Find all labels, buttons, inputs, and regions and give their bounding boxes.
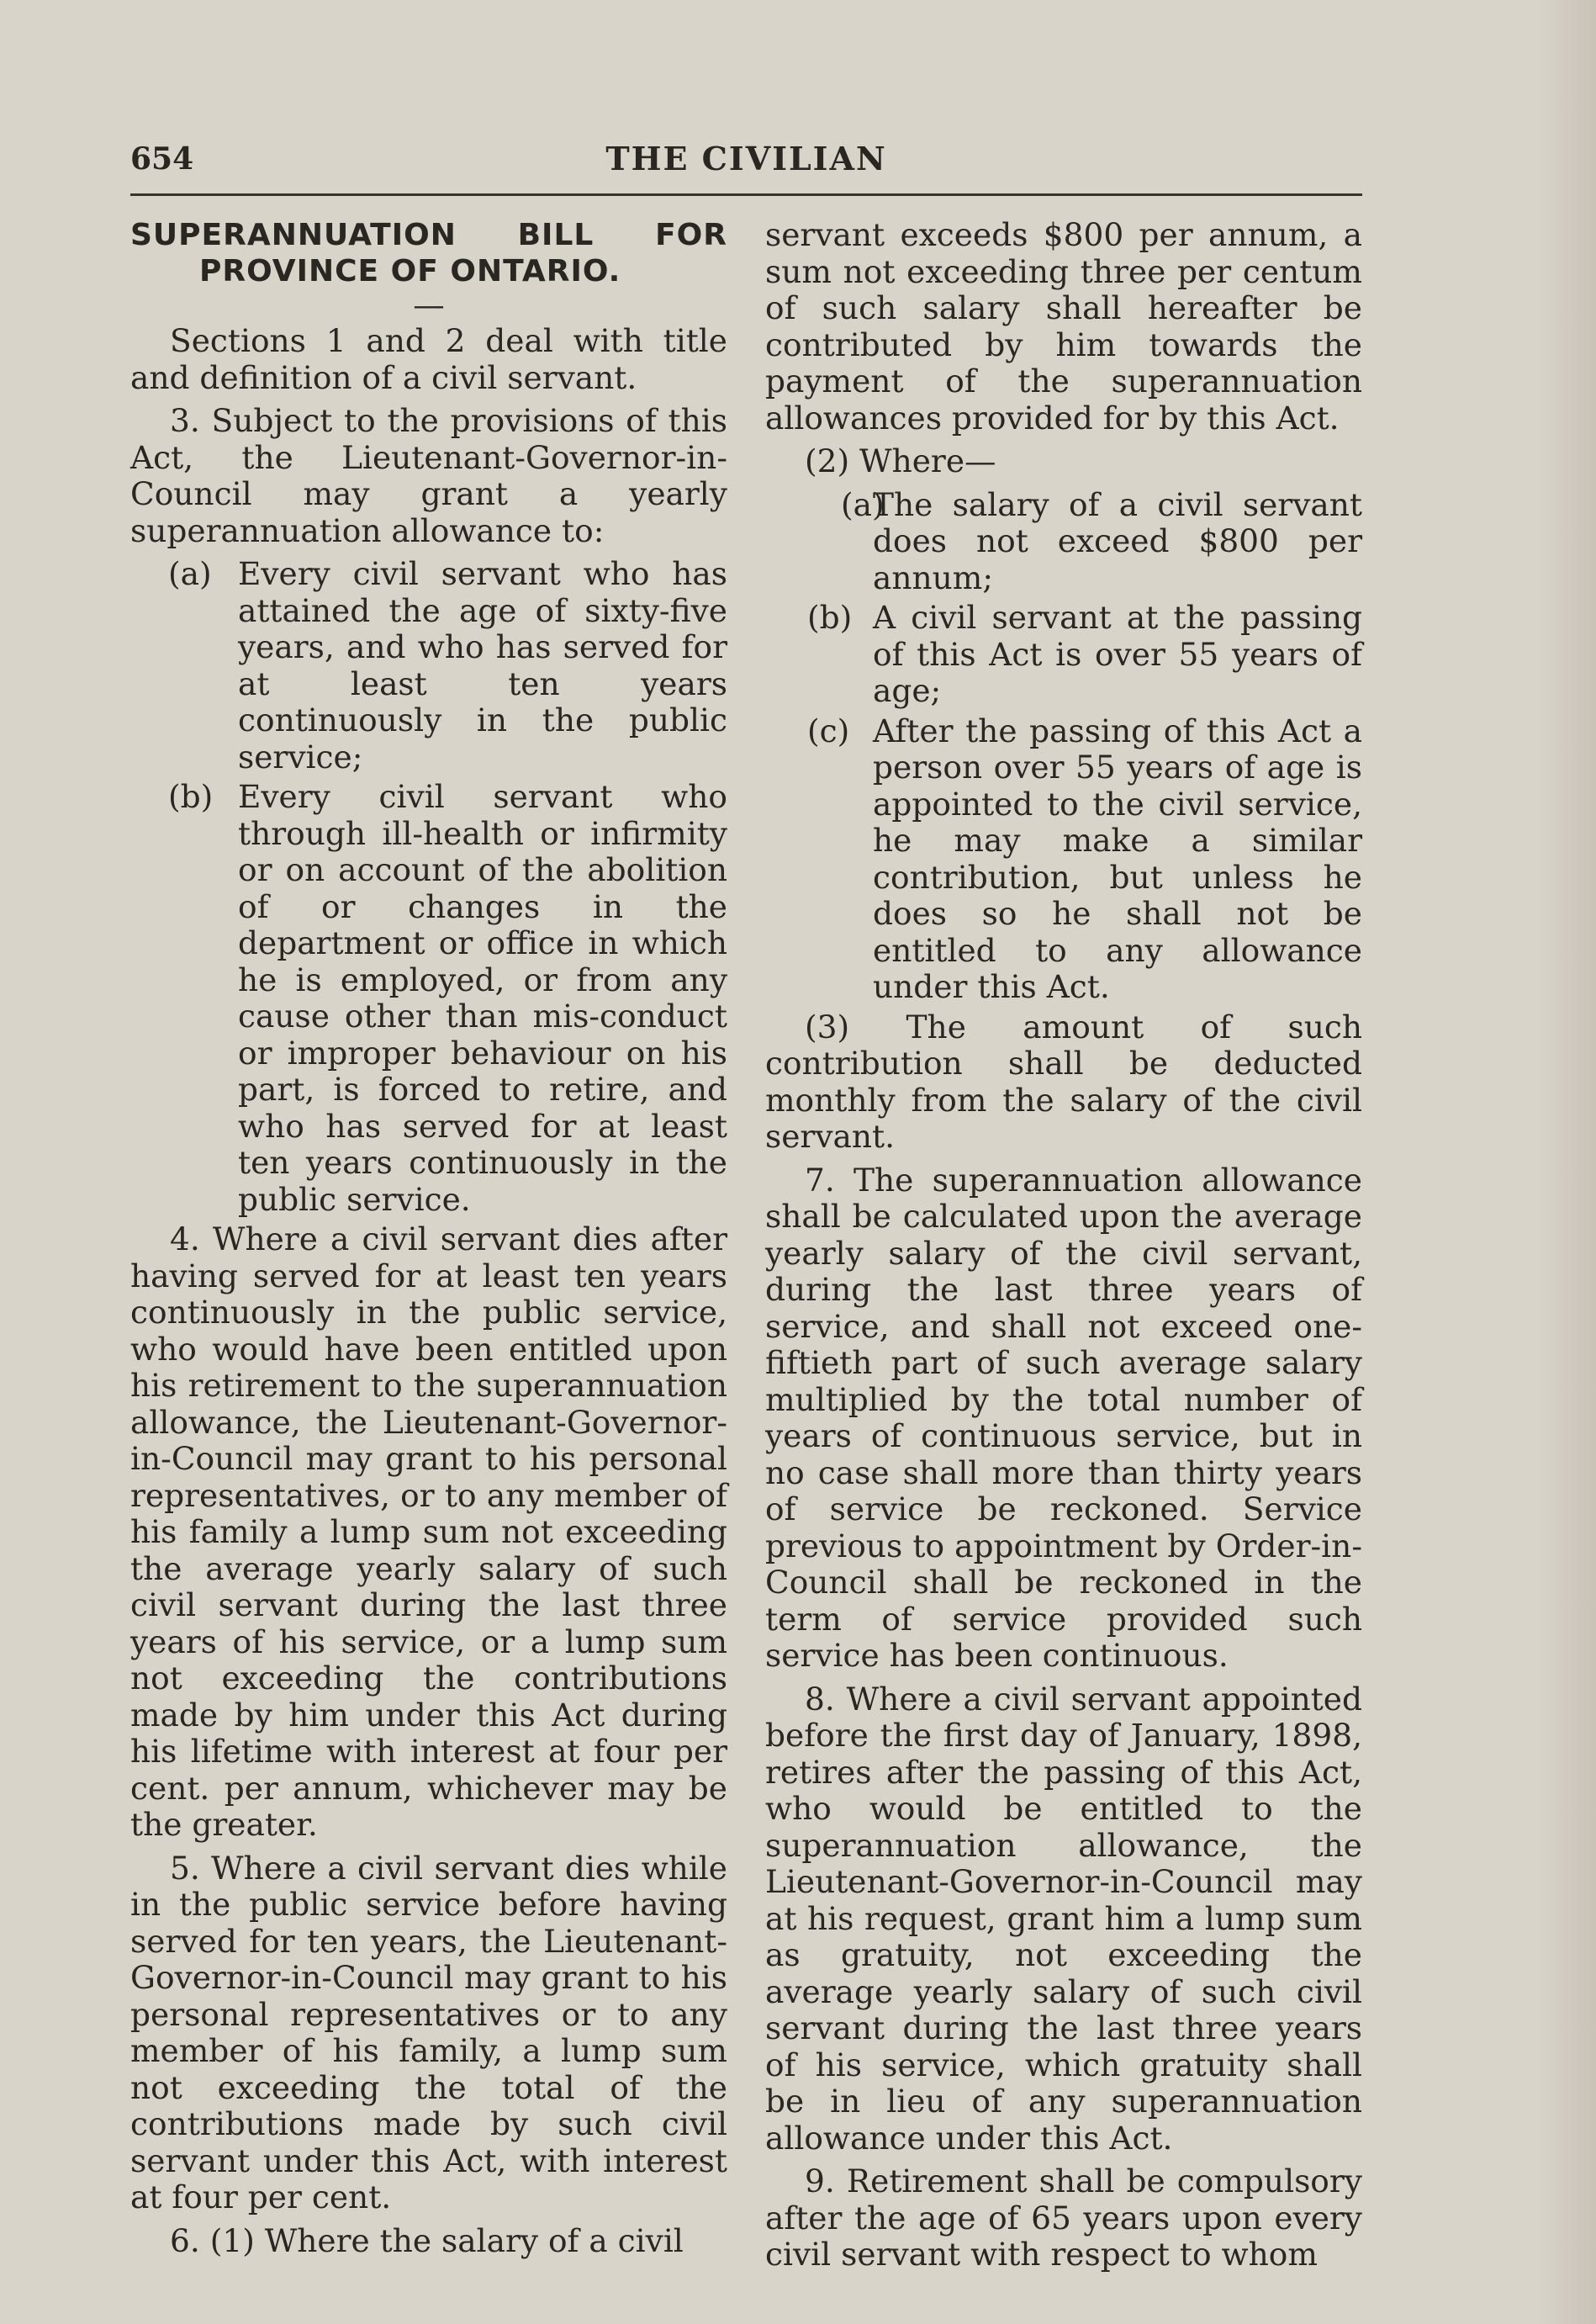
paragraph-sections: Sections 1 and 2 deal with title and definition of a civil servant. (130, 322, 727, 396)
page-header (130, 133, 1362, 183)
title-dash: — (413, 286, 445, 323)
clause-text: The salary of a civil servant does not exceed $800 per annum; (873, 485, 1362, 596)
clause-label: (a) (841, 485, 885, 523)
clause-text: A civil servant at the passing of this Act is over 55 years of age; (873, 599, 1362, 709)
paragraph-4: 4. Where a civil servant dies after having served for at least ten years continuously in the public service, who would have been entitled upon his retirement to the superannuation allowance, the Lieutenant-Governor-in-Council may grant to his personal representatives, or to any member of his family a lump sum not exceeding the average yearly salary of such civil servant during the last three years of his service, or a lump sum not exceeding the contributions made by him under this Act during his lifetime with interest at four per cent. per annum, whichever may be the greater. (130, 1220, 727, 1843)
title-line-2: PROVINCE OF ONTARIO. (199, 254, 621, 289)
clause-3b (130, 779, 727, 1218)
running-head: THE CIVILIAN (605, 140, 887, 177)
clause-text: Every civil servant who has attained the age of sixty-five years, and who has served for at least ten years continuously in the public service; (238, 555, 727, 776)
clause-text: Every civil servant who through ill-health or infirmity or on account of the abolition of or changes in the department or office in which he is employed, or from any cause other than mis-conduct or improper behaviour on his part, is forced to retire, and who has served for at least ten years continuously in the public service. (238, 778, 727, 1218)
clause-text: After the passing of this Act a person over 55 years of age is appointed to the civil service, he may make a similar contribution, but unless he does so he shall not be entitled to any allowance under this Act. (873, 712, 1362, 1005)
paragraph-6-start: 6. (1) Where the salary of a civil (170, 2221, 684, 2259)
page-number: 654 (130, 141, 194, 177)
paragraph-8: 8. Where a civil servant appointed before the first day of January, 1898, retires after the passing of this Act, who would be entitled to the superannuation allowance, the Lieutenant-Governor-in-Council may at his request, grant him a lump sum as gratuity, not exceeding the average yearly salary of such civil servant during the last three years of his service, which gratuity shall be in lieu of any superannuation allowance under this Act. (765, 1680, 1362, 2157)
clause-6-2c (765, 713, 1362, 1006)
paragraph-6-3: (3) The amount of such contribution shall be deducted monthly from the salary of the civil servant. (765, 1008, 1362, 1155)
clause-label: (c) (807, 712, 850, 749)
title-line-1: SUPERANNUATION BILL FOR (130, 218, 727, 252)
clause-label: (b) (168, 778, 214, 815)
right-column (765, 217, 1362, 2280)
header-rule (130, 193, 1362, 196)
paragraph-6-continued: servant exceeds $800 per annum, a sum not exceeding three per centum of such salary shall hereafter be contributed by him towards the payment of the superannuation allowances provided for by this Act. (765, 216, 1362, 437)
paragraph-3: 3. Subject to the provisions of this Act, the Lieutenant-Governor-in-Council may grant a yearly superannuation allowance to: (130, 402, 727, 549)
left-column (130, 217, 727, 2266)
paragraph-6-2: (2) Where— (805, 442, 996, 479)
clause-6-2a (765, 487, 1362, 597)
clause-label: (b) (807, 599, 853, 636)
clause-label: (a) (168, 555, 212, 592)
paragraph-9: 9. Retirement shall be compulsory after the age of 65 years upon every civil servant with respect to whom (765, 2163, 1362, 2273)
article-title (130, 217, 727, 289)
clause-6-2b (765, 600, 1362, 710)
paragraph-7: 7. The superannuation allowance shall be calculated upon the average yearly salary of the civil servant, during the last three years of service, and shall not exceed one-fiftieth part of such average salary multiplied by the total number of years of continuous service, but in no case shall more than thirty years of service be reckoned. Service previous to appointment by Order-in-Council shall be reckoned in the term of service provided such service has been continuous. (765, 1161, 1362, 1674)
clause-3a (130, 556, 727, 776)
paragraph-5: 5. Where a civil servant dies while in the public service before having served for ten years, the Lieutenant-Governor-in-Council may grant to his personal representatives or to any member of his family, a lump sum not exceeding the total of the contributions made by such civil servant under this Act, with interest at four per cent. (130, 1849, 727, 2215)
